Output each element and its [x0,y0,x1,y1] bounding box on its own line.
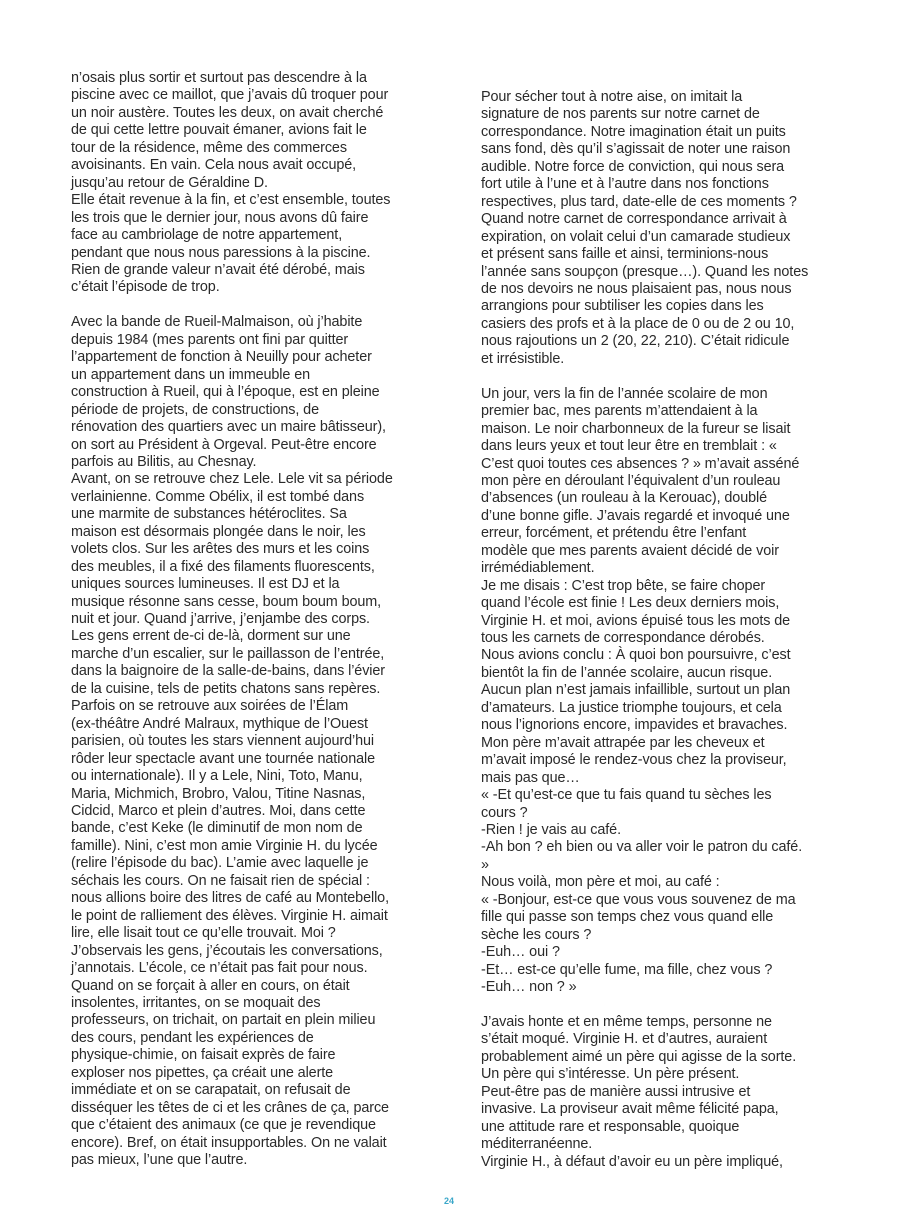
text-line: Nous voilà, mon père et moi, au café : [481,874,720,891]
text-line: mais pas que… [481,769,580,786]
text-line: Nous avions conclu : À quoi bon poursuivre, c’est [481,647,791,664]
text-line: ou internationale). Il y a Lele, Nini, Toto, Manu, [71,768,363,785]
text-line: » [481,856,489,873]
text-line: parisien, où toutes les stars viennent aujourd’hui [71,733,374,750]
paragraph [71,471,417,698]
text-line: volets clos. Sur les arêtes des murs et les coins [71,541,370,558]
text-line: -Et… est-ce qu’elle fume, ma fille, chez vous ? [481,961,773,978]
text-line: méditerranéenne. [481,1136,593,1153]
text-line: d’amateurs. La justice triomphe toujours, et cela [481,699,782,716]
text-line: C’est quoi toutes ces absences ? » m’avait asséné [481,455,800,472]
text-line: pendant que nous nous paressions à la piscine. [71,244,371,261]
text-line: -Euh… oui ? [481,944,560,961]
text-line: professeurs, on trichait, on partait en plein milieu [71,1012,376,1029]
text-line: Virginie H. et moi, avions épuisé tous les mots de [481,612,791,629]
text-line: Elle était revenue à la fin, et c’est ensemble, toutes [71,192,391,209]
text-line: pas mieux, l’une que l’autre. [71,1152,248,1169]
text-line: les trois que le dernier jour, nous avons dû faire [71,209,369,226]
text-line: invasive. La proviseur avait même félicité papa, [481,1101,779,1118]
text-line: de qui cette lettre pouvait émaner, avions fait le [71,122,367,139]
text-line: maison. Le noir charbonneux de la fureur se lisait [481,420,791,437]
text-line: Les gens errent de-ci de-là, dorment sur une [71,628,351,645]
text-line: séchais les cours. On ne faisait rien de spécial : [71,872,370,889]
text-line: des cours, pendant les expériences de [71,1029,314,1046]
text-line: rôder leur spectacle avant une tournée nationale [71,750,376,767]
text-line: bande, c’est Keke (le diminutif de mon nom de [71,820,363,837]
text-line: encore). Bref, on était insupportables. On ne valait [71,1134,387,1151]
text-line: Avec la bande de Rueil-Malmaison, où j’habite [71,314,363,331]
text-line: signature de nos parents sur notre carnet de [481,106,760,123]
paragraph [71,70,417,192]
text-line: quand l’école est finie ! Les deux derniers mois, [481,595,780,612]
text-line: des meubles, il a fixé des filaments fluorescents, [71,558,375,575]
text-line: disséquer les têtes de ci et les crânes de ça, parce [71,1099,389,1116]
text-line: Quand on se forçait à aller en cours, on était [71,977,350,994]
text-line: probablement aimé un père qui agisse de la sorte. [481,1048,797,1065]
paragraph [481,386,827,578]
text-line: et présent sans faille et ainsi, terminions-nous [481,246,769,263]
text-line: d’une bonne gifle. J’avais regardé et invoqué une [481,507,790,524]
text-line: nuit et jour. Quand j’arrive, j’enjambe des corps. [71,611,370,628]
text-line: que c’étaient des animaux (ce que je revendique [71,1117,376,1134]
text-line: de la cuisine, tels de petits chatons sans repères. [71,680,381,697]
text-line: une marmite de substances hétéroclites. Sa [71,506,347,523]
text-line: bientôt la fin de l’année scolaire, aucun risque. [481,664,773,681]
text-line: J’avais honte et en même temps, personne ne [481,1013,772,1030]
text-line: Peut-être pas de manière aussi intrusive et [481,1083,751,1100]
text-line: casiers des profs et à la place de 0 ou de 2 ou 10, [481,315,795,332]
text-line: le point de ralliement des élèves. Virginie H. aimait [71,907,388,924]
text-line: Parfois on se retrouve aux soirées de l’Élam [71,698,349,715]
text-line: dans la baignoire de la salle-de-bains, dans l’évier [71,663,385,680]
text-line: nous allions boire des litres de café au Montebello, [71,890,389,907]
text-line: expiration, on volait celui d’un camarade studieux [481,228,791,245]
text-line: -Ah bon ? eh bien ou va aller voir le patron du café. [481,839,803,856]
text-line: dans leurs yeux et tout leur être en tremblait : « [481,438,777,455]
text-line: Mon père m’avait attrapée par les cheveux et [481,734,765,751]
text-line: face au cambriolage de notre appartement, [71,227,343,244]
text-line: c’était l’épisode de trop. [71,279,220,296]
text-line: exploser nos pipettes, ça créait une alerte [71,1064,334,1081]
text-line: s’était moqué. Virginie H. et d’autres, auraient [481,1031,768,1048]
text-line: musique résonne sans cesse, boum boum boum, [71,593,382,610]
paragraph [71,192,417,297]
text-line: arrangions pour subtiliser les copies dans les [481,298,764,315]
text-line: immédiate et on se carapatait, on refusait de [71,1082,351,1099]
text-line: modèle que mes parents avaient décidé de voir [481,542,779,559]
text-line: Je me disais : C’est trop bête, se faire choper [481,577,766,594]
text-line: (ex-théâtre André Malraux, mythique de l’Ouest [71,715,368,732]
paragraph [481,89,827,368]
text-line: Un jour, vers la fin de l’année scolaire de mon [481,385,768,402]
text-line: Aucun plan n’est jamais infaillible, surtout un plan [481,682,791,699]
text-line: mon père en déroulant l’équivalent d’un rouleau [481,472,781,489]
left-text-column [71,70,417,1170]
text-line: irrémédiablement. [481,560,595,577]
text-line: (relire l’épisode du bac). L’amie avec laquelle je [71,855,369,872]
text-line: uniques sources lumineuses. Il est DJ et la [71,576,340,593]
text-line: Cidcid, Marco et plein d’autres. Moi, dans cette [71,803,366,820]
text-line: jusqu’au retour de Géraldine D. [71,174,268,191]
text-line: fille qui passe son temps chez vous quand elle [481,909,774,926]
right-text-column [481,89,827,1171]
text-line: un noir austère. Toutes les deux, on avait cherché [71,104,384,121]
text-line: marche d’un escalier, sur le paillasson de l’entrée, [71,645,385,662]
text-line: lire, elle lisait tout ce qu’elle trouvait. Moi ? [71,925,336,942]
text-line: l’appartement de fonction à Neuilly pour acheter [71,349,372,366]
text-line: Quand notre carnet de correspondance arrivait à [481,211,787,228]
text-line: fort utile à l’une et à l’autre dans nos fonctions [481,176,769,193]
text-line: m’avait imposé le rendez-vous chez la proviseur, [481,752,787,769]
text-line: l’année sans soupçon (presque…). Quand les notes [481,263,809,280]
text-line: physique-chimie, on faisait exprès de faire [71,1047,336,1064]
text-line: famille). Nini, c’est mon amie Virginie H. du lycée [71,837,378,854]
text-line: J’observais les gens, j’écoutais les conversations, [71,942,383,959]
text-line: -Euh… non ? » [481,979,577,996]
paragraph [71,698,417,1169]
text-line: tour de la résidence, même des commerces [71,139,347,156]
text-line: d’absences (un rouleau à la Kerouac), doublé [481,490,768,507]
text-line: un appartement dans un immeuble en [71,366,310,383]
text-line: respectives, plus tard, date-elle de ces moments ? [481,193,797,210]
text-line: verlainienne. Comme Obélix, il est tombé dans [71,488,365,505]
text-line: tous les carnets de correspondance dérobés. [481,630,765,647]
text-line: j’annotais. L’école, ce n’était pas fait pour nous. [71,960,368,977]
text-line: construction à Rueil, qui à l’époque, est en pleine [71,384,380,401]
text-line: parfois au Bilitis, au Chesnay. [71,453,257,470]
text-line: sans fond, dès qu’il s’agissait de noter une raison [481,141,791,158]
text-line: période de projets, de constructions, de [71,401,319,418]
text-line: piscine avec ce maillot, que j’avais dû troquer pour [71,87,389,104]
paragraph [71,314,417,471]
text-line: Pour sécher tout à notre aise, on imitait la [481,89,743,105]
text-line: Rien de grande valeur n’avait été dérobé, mais [71,261,365,278]
text-line: n’osais plus sortir et surtout pas descendre à la [71,70,367,86]
text-line: nous l’ignorions encore, impavides et bravaches. [481,717,788,734]
text-line: Maria, Michmich, Brobro, Valou, Titine Nasnas, [71,785,366,802]
text-line: Avant, on se retrouve chez Lele. Lele vit sa période [71,471,393,488]
text-line: erreur, forcément, et prétendu être l’enfant [481,525,747,542]
text-line: une attitude rare et responsable, quoique [481,1118,740,1135]
text-line: correspondance. Notre imagination était un puits [481,123,786,140]
text-line: cours ? [481,804,528,821]
text-line: « -Et qu’est-ce que tu fais quand tu sèches les [481,787,772,804]
text-line: avoisinants. En vain. Cela nous avait occupé, [71,157,357,174]
text-line: audible. Notre force de conviction, qui nous sera [481,158,785,175]
paragraph [481,1014,827,1171]
text-line: maison est désormais plongée dans le noir, les [71,523,366,540]
text-line: sèche les cours ? [481,926,592,943]
text-line: on sort au Président à Orgeval. Peut-être encore [71,436,377,453]
page-number: 24 [443,1196,454,1206]
text-line: nous rajoutions un 2 (20, 22, 210). C’était ridicule [481,333,790,350]
text-line: depuis 1984 (mes parents ont fini par quitter [71,331,349,348]
text-line: insolentes, irritantes, on se moquait des [71,995,321,1011]
paragraph [481,578,827,787]
text-line: -Rien ! je vais au café. [481,822,621,839]
paragraph [481,787,827,996]
text-line: de nos devoirs ne nous plaisaient pas, nous nous [481,280,792,297]
text-line: Un père qui s’intéresse. Un père présent. [481,1066,740,1083]
text-line: Virginie H., à défaut d’avoir eu un père impliqué, [481,1153,783,1170]
text-line: premier bac, mes parents m’attendaient à la [481,403,758,420]
text-line: rénovation des quartiers avec un maire bâtisseur), [71,419,386,436]
text-line: et irrésistible. [481,350,565,367]
text-line: « -Bonjour, est-ce que vous vous souvenez de ma [481,891,796,908]
